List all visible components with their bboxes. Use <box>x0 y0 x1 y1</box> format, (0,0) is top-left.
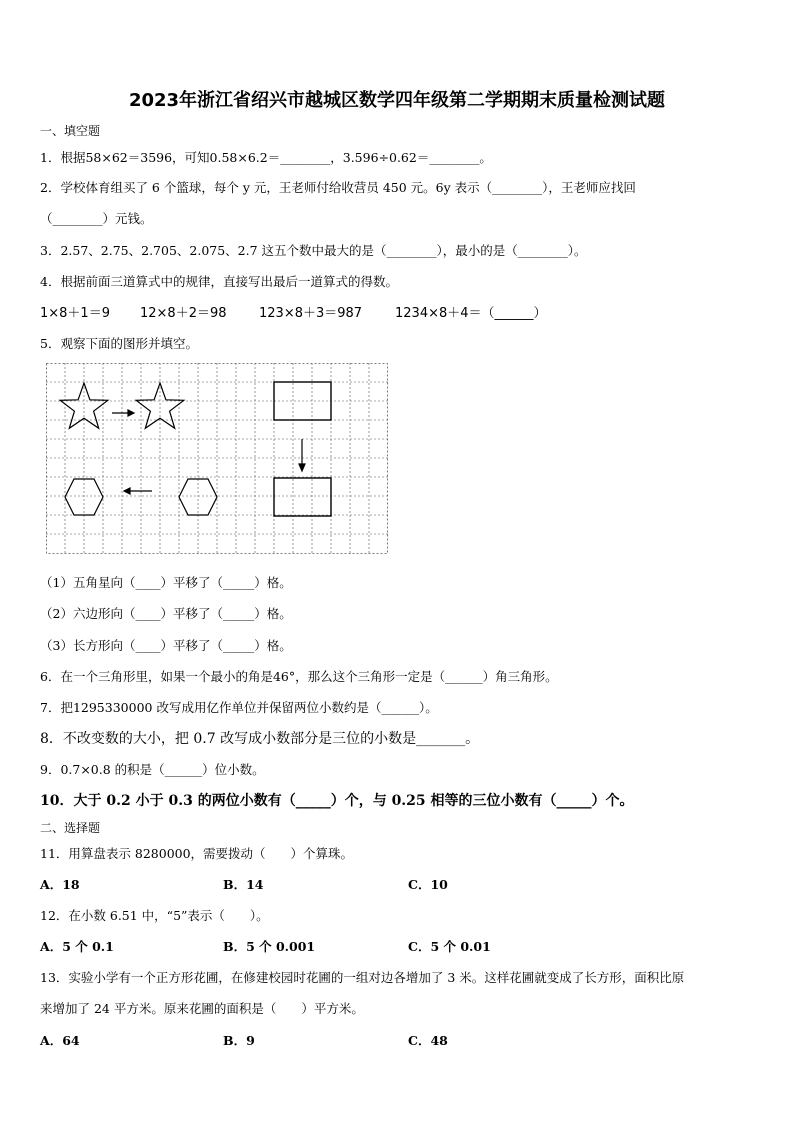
question-10: 10．大于 0.2 小于 0.3 的两位小数有（_____）个，与 0.25 相等的三位小数有（_____）个。 <box>40 793 634 809</box>
question-9: 9．0.7×0.8 的积是（______）位小数。 <box>40 762 265 777</box>
question-11: 11．用算盘表示 8280000，需要拨动（ ）个算珠。 <box>40 846 354 861</box>
q5-sub-1: （1）五角星向（____）平移了（_____）格。 <box>40 575 292 590</box>
question-1: 1．根据58×62＝3596，可知0.58×6.2＝________，3.596÷0.62＝________。 <box>40 150 492 165</box>
rectangle-bottom <box>274 478 331 516</box>
grid-lines <box>46 363 388 553</box>
question-13-line-2: 来增加了 24 平方米。原来花圃的面积是（ ）平方米。 <box>40 1001 364 1016</box>
q13-option-c: C．48 <box>408 1033 448 1048</box>
question-5: 5．观察下面的图形并填空。 <box>40 336 198 351</box>
question-8: 8．不改变数的大小，把 0.7 改写成小数部分是三位的小数是_______。 <box>40 731 480 747</box>
q12-option-a: A．5 个 0.1 <box>40 939 114 954</box>
star-shape-left <box>60 383 108 428</box>
question-7: 7．把1295330000 改写成用亿作单位并保留两位小数约是（______）。 <box>40 700 438 715</box>
question-12: 12．在小数 6.51 中，“5”表示（ ）。 <box>40 908 269 923</box>
q12-option-c: C．5 个 0.01 <box>408 939 491 954</box>
question-2-line-1: 2．学校体育组买了 6 个篮球，每个 y 元，王老师付给收营员 450 元。6y 表示（________），王老师应找回 <box>40 180 636 195</box>
page-title: 2023年浙江省绍兴市越城区数学四年级第二学期期末质量检测试题 <box>128 90 666 111</box>
q13-option-a: A．64 <box>40 1033 80 1048</box>
q12-option-b: B．5 个 0.001 <box>223 939 316 954</box>
translation-grid-figure <box>46 363 390 555</box>
q11-option-b: B．14 <box>223 877 264 892</box>
question-13-line-1: 13．实验小学有一个正方形花圃，在修建校园时花圃的一组对边各增加了 3 米。这样花圃就变成了长方形，面积比原 <box>40 970 685 985</box>
star-shape-right <box>136 383 184 428</box>
q11-option-a: A．18 <box>40 877 80 892</box>
q13-option-b: B．9 <box>223 1033 255 1048</box>
q11-option-c: C．10 <box>408 877 448 892</box>
arrow-left-icon <box>124 488 152 494</box>
question-4: 4．根据前面三道算式中的规律，直接写出最后一道算式的得数。 <box>40 274 398 289</box>
q5-sub-2: （2）六边形向（____）平移了（_____）格。 <box>40 606 292 621</box>
question-6: 6．在一个三角形里，如果一个最小的角是46°，那么这个三角形一定是（______）角三角形。 <box>40 669 558 684</box>
question-2-line-2: （________）元钱。 <box>40 211 153 226</box>
arrow-down-icon <box>299 439 305 471</box>
q4-equation-3: 123×8＋3＝987 <box>259 306 363 321</box>
question-3: 3．2.57、2.75、2.705、2.075、2.7 这五个数中最大的是（________），最小的是（________）。 <box>40 243 587 258</box>
section-heading-fill: 一、填空题 <box>40 124 101 138</box>
q4-equation-2: 12×8＋2＝98 <box>140 306 227 321</box>
q5-sub-3: （3）长方形向（____）平移了（_____）格。 <box>40 638 292 653</box>
q4-equation-1: 1×8＋1＝9 <box>40 306 110 321</box>
section-heading-choice: 二、选择题 <box>40 821 101 835</box>
arrow-right-icon <box>112 410 134 416</box>
q4-equation-4: 1234×8＋4＝（______） <box>395 306 547 321</box>
